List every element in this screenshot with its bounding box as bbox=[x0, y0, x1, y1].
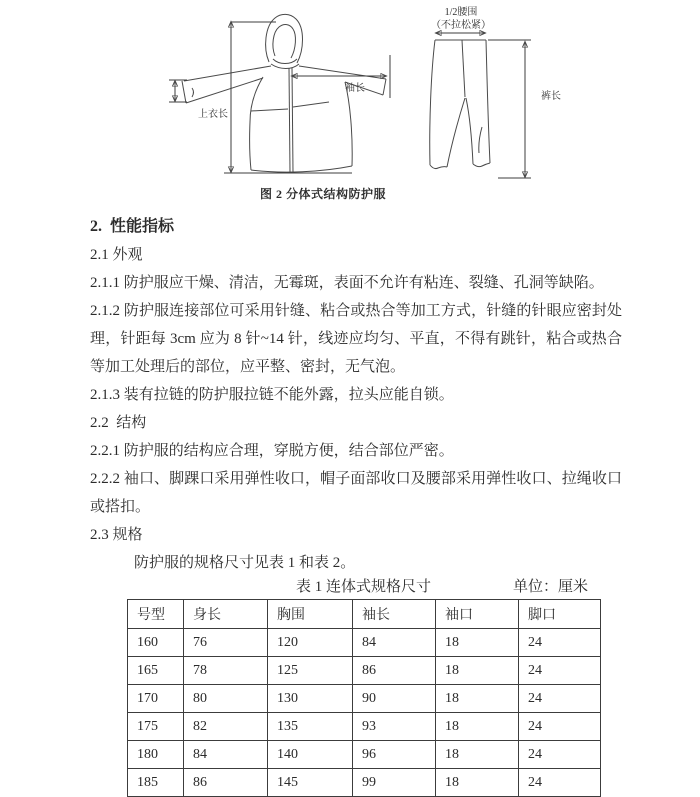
para-2-1-3: 2.1.3 装有拉链的防护服拉链不能外露，拉头应能自锁。 bbox=[90, 387, 454, 403]
table-row bbox=[128, 629, 601, 657]
table-cell: 130 bbox=[268, 685, 353, 713]
table-cell: 120 bbox=[268, 629, 353, 657]
table-cell: 18 bbox=[436, 713, 519, 741]
table-cell: 82 bbox=[184, 713, 268, 741]
table-row bbox=[128, 713, 601, 741]
table-cell: 24 bbox=[519, 741, 601, 769]
table-cell: 125 bbox=[268, 657, 353, 685]
table-cell: 78 bbox=[184, 657, 268, 685]
col-header-chest: 胸围 bbox=[268, 600, 353, 629]
para-2-2-1: 2.2.1 防护服的结构应合理，穿脱方便，结合部位严密。 bbox=[90, 443, 454, 459]
para-spec-intro: 防护服的规格尺寸见表 1 和表 2。 bbox=[134, 555, 356, 571]
half-waist-note-label: （不拉松紧） bbox=[431, 20, 491, 31]
table-cell: 135 bbox=[268, 713, 353, 741]
table-cell: 18 bbox=[436, 657, 519, 685]
subsection-appearance: 2.1 外观 bbox=[90, 247, 143, 263]
table-cell: 24 bbox=[519, 657, 601, 685]
figure-caption: 图 2 分体式结构防护服 bbox=[259, 187, 386, 201]
table-cell: 175 bbox=[128, 713, 184, 741]
table-cell: 99 bbox=[353, 769, 436, 797]
table-cell: 170 bbox=[128, 685, 184, 713]
table-cell: 18 bbox=[436, 741, 519, 769]
table-title-row bbox=[127, 575, 600, 599]
para-2-1-2: 2.1.2 防护服连接部位可采用针缝、粘合或热合等加工方式，针缝的针眼应密封处理，针距每 3cm 应为 8 针~14 针，线迹应均匀、平直，不得有跳针，粘合或热合等加工处理后的部位，应平整、密封，无气泡。 bbox=[90, 303, 622, 375]
table-cell: 24 bbox=[519, 713, 601, 741]
table-cell: 96 bbox=[353, 741, 436, 769]
subsection-specs: 2.3 规格 bbox=[90, 527, 143, 543]
col-header-sleeve-length: 袖长 bbox=[353, 600, 436, 629]
sleeve-length-label: 袖长 bbox=[345, 83, 365, 94]
table-cell: 160 bbox=[128, 629, 184, 657]
table-cell: 24 bbox=[519, 629, 601, 657]
table-cell: 165 bbox=[128, 657, 184, 685]
protective-suit-figure bbox=[140, 2, 600, 186]
table-cell: 24 bbox=[519, 685, 601, 713]
performance-section bbox=[90, 213, 622, 577]
col-header-cuff: 袖口 bbox=[436, 600, 519, 629]
half-waist-label: 1/2腰围 bbox=[444, 7, 478, 18]
table-cell: 90 bbox=[353, 685, 436, 713]
trouser-length-label: 裤长 bbox=[541, 91, 561, 102]
table-cell: 86 bbox=[184, 769, 268, 797]
jacket-diagram bbox=[169, 14, 390, 173]
section-heading-performance: 2. 性能指标 bbox=[90, 218, 175, 235]
table-cell: 80 bbox=[184, 685, 268, 713]
jacket-length-label: 上衣长 bbox=[198, 109, 228, 120]
subsection-structure: 2.2 结构 bbox=[90, 415, 147, 431]
table-cell: 18 bbox=[436, 685, 519, 713]
col-header-ankle: 脚口 bbox=[519, 600, 601, 629]
table-cell: 18 bbox=[436, 629, 519, 657]
col-header-body-length: 身长 bbox=[184, 600, 268, 629]
table-row bbox=[128, 769, 601, 797]
table-row bbox=[128, 685, 601, 713]
pants-diagram bbox=[430, 6, 561, 178]
table-cell: 76 bbox=[184, 629, 268, 657]
table-cell: 145 bbox=[268, 769, 353, 797]
table-cell: 93 bbox=[353, 713, 436, 741]
table-row bbox=[128, 741, 601, 769]
table-cell: 84 bbox=[184, 741, 268, 769]
table-unit: 单位：厘米 bbox=[512, 579, 588, 595]
para-2-2-2: 2.2.2 袖口、脚踝口采用弹性收口，帽子面部收口及腰部采用弹性收口、拉绳收口或搭扣。 bbox=[90, 471, 622, 515]
table-cell: 24 bbox=[519, 769, 601, 797]
size-table bbox=[127, 599, 601, 797]
table-row bbox=[128, 657, 601, 685]
table-header-row bbox=[128, 600, 601, 629]
table-title: 表 1 连体式规格尺寸 bbox=[295, 579, 431, 595]
table-cell: 18 bbox=[436, 769, 519, 797]
table-cell: 84 bbox=[353, 629, 436, 657]
para-2-1-1: 2.1.1 防护服应干燥、清洁，无霉斑，表面不允许有粘连、裂缝、孔洞等缺陷。 bbox=[90, 275, 604, 291]
col-header-model: 号型 bbox=[128, 600, 184, 629]
table-cell: 185 bbox=[128, 769, 184, 797]
table-cell: 140 bbox=[268, 741, 353, 769]
table-cell: 86 bbox=[353, 657, 436, 685]
table-cell: 180 bbox=[128, 741, 184, 769]
